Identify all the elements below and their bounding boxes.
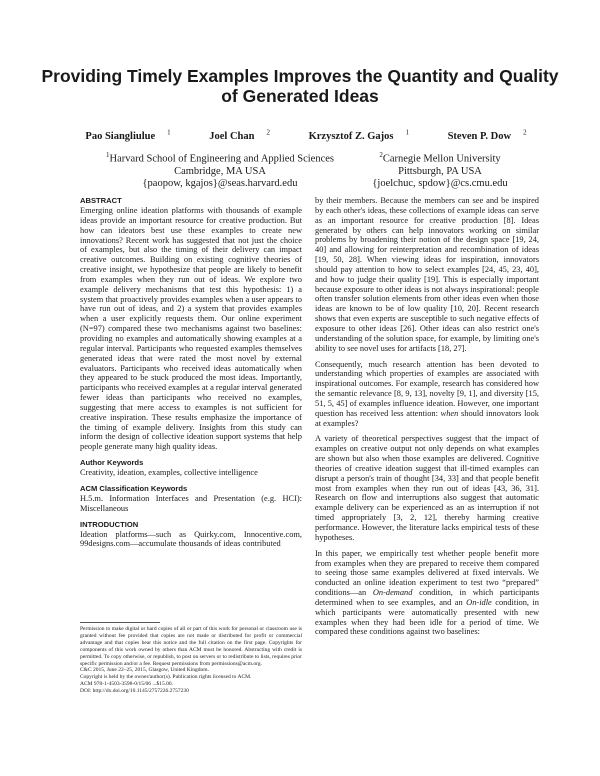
- keywords-text: Creativity, ideation, examples, collective intelligence: [80, 468, 258, 478]
- intro-paragraph: Ideation platforms—such as Quirky.com, Innocentive.com, 99designs.com—accumulate thousands of ideas contributed: [80, 529, 302, 549]
- intro-paragraph: In this paper, we empirically test whether people benefit more from examples when they are prepared to receive them compared to seeing those same examples delivered at fixed intervals. We conducted an online ideation experiment to test two “prepared” conditions—an On-demand condition, in which participants determined when to see examples, and an On-idle condition, in which participants were automatically presented with new examples when they had been idle for a period of time. We compared these conditions against two baselines:: [315, 548, 539, 637]
- introduction-heading: INTRODUCTION: [80, 519, 139, 529]
- divider: [80, 622, 160, 623]
- keywords-heading: Author Keywords: [80, 458, 144, 468]
- acm-text: H.5.m. Information Interfaces and Presentation (e.g. HCI): Miscellaneous: [80, 493, 302, 513]
- author-email: {joelchuc, spdow}@cs.cmu.edu: [372, 177, 508, 189]
- intro-paragraph: A variety of theoretical perspectives suggest that the impact of examples on creative output not only depends on what examples are shown but also when those examples are delivered. Cognitive theories of creative ideation suggest that ill-timed examples can disrupt a person's train of thought [34, 33] and that people benefit most from examples when they run out of ideas [43, 36, 31]. Research on flow and interruptions also suggest that automatic example delivery can be experienced as an as interruption if not timed appropriately [3, 2, 12], thereby harming creative performance. However, the literature lacks empirical tests of these hypotheses.: [315, 434, 539, 542]
- abstract-heading: ABSTRACT: [80, 196, 122, 205]
- author: Steven P. Dow $^2$: [447, 128, 527, 142]
- intro-paragraph: Consequently, much research attention has been devoted to understanding which properties of examples are associated with inspirational outcomes. For example, research has considered how the semantic relevance [8, 9, 13], novelty [9, 1], and diversity [15, 51, 5, 45] of examples influence ideation. However, one important question has received less attention: when should innovators look at examples?: [315, 359, 539, 428]
- right-column: [315, 196, 539, 643]
- intro-paragraph: by their members. Because the members can see and be inspired by each other's ideas, these collections of example ideas can serve as an important resource for creative production [8]. Ideas generated by others can help innovators working on similar problems by broadening their notion of the design space [19, 24, 40] and allowing for reinterpretation and recombination of ideas [19, 50, 28]. When viewing ideas for inspiration, innovators should pay attention to how to select examples [24, 45, 23, 40], and how to judge their quality [19]. This is especially important because exposure to other ideas is not always inspirational: people often transfer solution elements from other ideas even when those ideas are known to be of low quality [10, 20]. Recent research shows that even experts are susceptible to such negative effects of exposure to other ideas [26]. Other ideas can also restrict one's understanding of the solution space, for example, by limiting one's ability to see novel uses for artifacts [18, 27].: [315, 196, 539, 353]
- copyright-notice: Permission to make digital or hard copies of all or part of this work for personal or classroom use is granted without fee provided that copies are not made or distributed for profit or commercial advantage and that copies bear this notice and the full citation on the first page. Copyrights for components of this work owned by others than ACM must be honored. Abstracting with credit is permitted. To copy otherwise, or republish, to post on servers or to redistribute to lists, requires prior specific permission and/or a fee. Request permissions from permissions@acm.org. C&C 2015, June 22–25, 2015, Glasgow, United Kingdom. Copyright is held by the owner/author(s). Publication rights licensed to ACM. ACM 978-1-4503-3598-0/15/06 ...$15.00. DOI: http://dx.doi.org/10.1145/2757226.2757230: [80, 622, 302, 695]
- author: Pao Siangliulue $^1$: [85, 128, 171, 142]
- affiliation: $^2$Carnegie Mellon University Pittsburgh, PA USA {joelchuc, spdow}@cs.cmu.edu: [360, 149, 520, 190]
- paper-title: Providing Timely Examples Improves the Quantity and Quality of Generated Ideas: [41, 66, 559, 106]
- author-email: {paopow, kgajos}@seas.harvard.edu: [142, 177, 298, 189]
- left-column: [80, 196, 302, 555]
- author: Krzysztof Z. Gajos $^1$: [308, 128, 409, 142]
- author: Joel Chan $^2$: [209, 128, 270, 142]
- author-list: [0, 128, 600, 142]
- affiliation: $^1$Harvard School of Engineering and Applied Sciences Cambridge, MA USA {paopow, kgajos}@seas.harvard.edu: [90, 149, 350, 190]
- acm-heading: ACM Classification Keywords: [80, 483, 188, 493]
- abstract-text: Emerging online ideation platforms with thousands of example ideas provide an important resource for creative production. But how can ideators best use these examples to create new innovations? Recent work has suggested that not just the choice of examples, but also the timing of their delivery can impact creative outcomes. Building on existing cognitive theories of creative insight, we hypothesize that people are likely to benefit from examples when they run out of ideas. We explore two example delivery mechanisms that test this hypothesis: 1) a system that proactively provides examples when a user appears to have run out of ideas, and 2) a system that provides examples when a user explicitly requests them. Our online experiment (N=97) compared these two mechanisms against two baselines: providing no examples and automatically showing examples at a regular interval. Participants who requested examples themselves generated ideas that were rated the most novel by external evaluators. Participants who received ideas automatically when they appeared to be stuck produced the most ideas. Importantly, participants who received examples at a regular interval generated fewer ideas than participants who received no examples, suggesting that mere access to examples is not sufficient for creative inspiration. These results emphasize the importance of the timing of example delivery. Insights from this study can inform the design of collective ideation support systems that help people generate many high quality ideas.: [80, 206, 302, 452]
